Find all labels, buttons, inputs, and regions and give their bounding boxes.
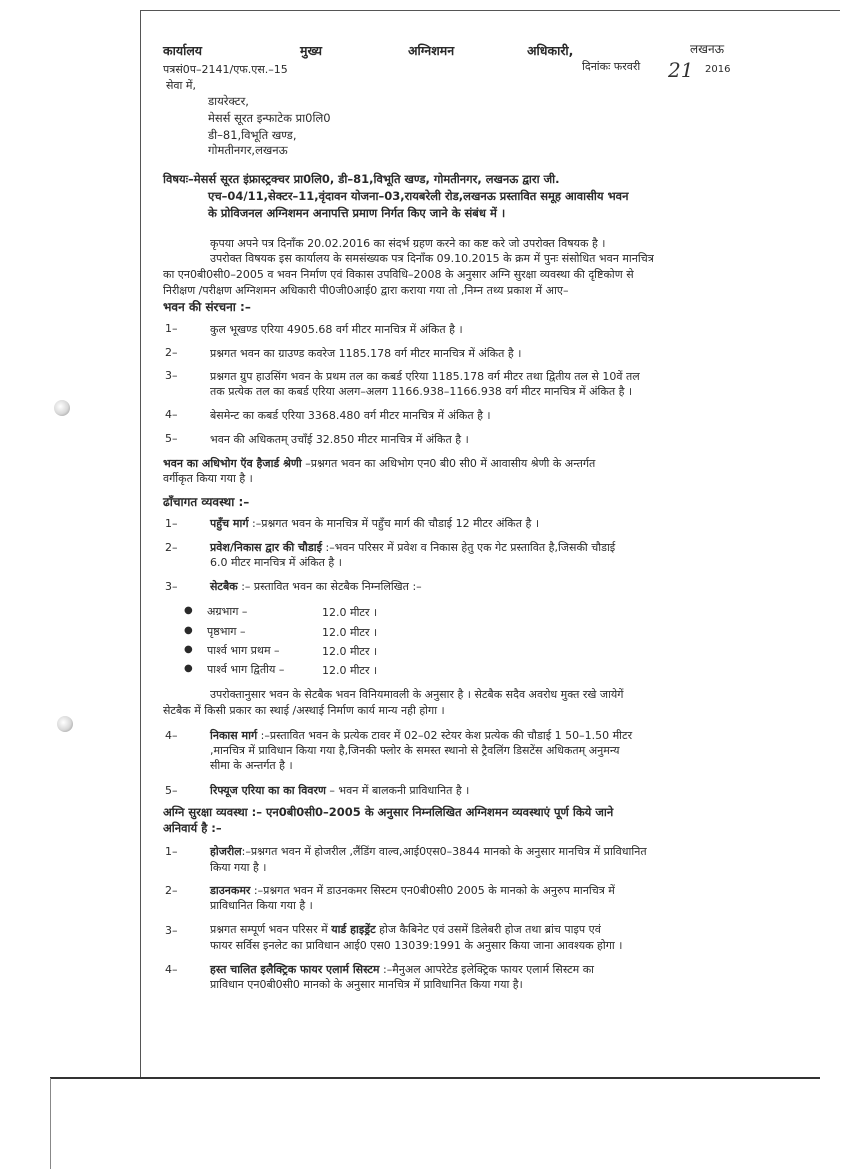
- downcomer-line: [210, 883, 615, 898]
- intro-line: उपरोक्त विषयक इस कार्यालय के समसंख्यक पत्र दिनाँक 09.10.2015 के क्रम में पुनः संसोधित भवन मानचित्र: [210, 252, 654, 265]
- refuge-area-line: [210, 783, 469, 798]
- structure-item-text: भवन की अधिकतम् उचाँई 32.850 मीटर मानचित्र में अंकित है ।: [210, 433, 469, 446]
- item-number: 2–: [165, 541, 178, 554]
- gate-width-line-2: 6.0 मीटर मानचित्र में अंकित है ।: [210, 556, 342, 569]
- hose-reel-line: [210, 844, 647, 859]
- setback-note: उपरोक्तानुसार भवन के सेटबैक भवन विनियमावली के अनुसार है । सेटबैक सदैव अवरोध मुक्त रखे जायेगें: [210, 688, 624, 701]
- address-line: मेसर्स सूरत इन्फाटेक प्रा0लि0: [208, 111, 331, 125]
- bullet-icon: ●: [184, 663, 193, 674]
- hose-reel-text: :–प्रश्नगत भवन में होजरील ,लैंडिंग वाल्व,आई0एस0–3844 मानको के अनुसार मानचित्र में प्राविधानित: [241, 845, 647, 858]
- item-number: 2–: [165, 346, 178, 359]
- refuge-area-text: – भवन में बालकनी प्राविधानित है ।: [325, 784, 470, 797]
- exit-route-label: निकास मार्ग: [210, 729, 258, 742]
- setback-label: अग्रभाग –: [207, 605, 248, 618]
- item-number: 1–: [165, 845, 178, 858]
- reference-number: पत्रसं0प–2141/एफ.एस.–15: [163, 63, 288, 76]
- setback-note: सेटबैक में किसी प्रकार का स्थाई /अस्थाई निर्माण कार्य मान्य नही होगा ।: [163, 704, 445, 717]
- date-day-handwritten: 21: [668, 58, 694, 82]
- item-number: 4–: [165, 729, 178, 742]
- bullet-icon: ●: [184, 605, 193, 616]
- occupancy-text: –प्रश्नगत भवन का अधिभोग एन0 बी0 सी0 में आवासीय श्रेणी के अन्तर्गत: [301, 457, 596, 470]
- subject-line: के प्रोविजनल अग्निशमन अनापत्ति प्रमाण निर्गत किए जाने के संबंध में ।: [208, 206, 506, 220]
- item-number: 3–: [165, 580, 178, 593]
- item-number: 1–: [165, 322, 178, 335]
- setback-label: पृष्ठभाग –: [207, 625, 246, 638]
- scan-edge-left-lower: [50, 1078, 51, 1169]
- fire-alarm-line: [210, 962, 594, 977]
- fire-alarm-text: :–मैनुअल आपरेटेड इलेक्ट्रिक फायर एलार्म सिस्टम का: [379, 963, 595, 976]
- intro-line: निरीक्षण /परीक्षण अग्निशमन अधिकारी पी0जी0आई0 द्वारा कराया गया तो ,निम्न तथ्य प्रकाश में आए–: [163, 284, 569, 297]
- occupancy-label: भवन का अधिभोग ऍव हैजार्ड श्रेणी: [163, 457, 302, 470]
- structure-item-text: कुल भूखण्ड एरिया 4905.68 वर्ग मीटर मानचित्र में अंकित है ।: [210, 323, 463, 336]
- gate-width-line: [210, 540, 615, 555]
- yard-hydrant-line: [210, 922, 601, 937]
- occupancy-line: [163, 456, 595, 471]
- hose-reel-label: होजरील: [210, 845, 242, 858]
- structure-item-text: बेसमेन्ट का कबर्ड एरिया 3368.480 वर्ग मीटर मानचित्र में अंकित है ।: [210, 409, 491, 422]
- occupancy-line-2: वर्गीकृत किया गया है ।: [163, 472, 253, 485]
- punch-hole-top: [54, 400, 70, 416]
- yard-hydrant-line-2: फायर सर्विस इनलेट का प्राविधान आई0 एस0 13039:1991 के अनुसार किया जाना आवश्यक होगा ।: [210, 939, 623, 952]
- intro-line: कृपया अपने पत्र दिनाँक 20.02.2016 का संदर्भ ग्रहण करने का कष्ट करे जो उपरोक्त विषयक है ।: [210, 237, 606, 250]
- setback-text: :– प्रस्तावित भवन का सेटबैक निम्नलिखित :–: [237, 580, 422, 593]
- fire-safety-heading-2: अनिवार्य है :–: [163, 821, 222, 835]
- item-number: 4–: [165, 408, 178, 421]
- yard-hydrant-label: यार्ड हाइड्रेंट: [331, 923, 376, 936]
- access-road-line: [210, 516, 539, 531]
- item-number: 2–: [165, 884, 178, 897]
- fire-safety-heading: अग्नि सुरक्षा व्यवस्था :– एन0बी0सी0–2005 के अनुसार निम्नलिखित अग्निशमन व्यवस्थाएं पूर्ण किये जाने: [163, 805, 614, 819]
- address-line: गोमतीनगर,लखनऊ: [208, 143, 288, 157]
- downcomer-line-2: प्राविधानित किया गया है ।: [210, 899, 313, 912]
- refuge-area-label: रिफ्यूज एरिया का का विवरण: [210, 784, 326, 797]
- yard-hydrant-text: होज कैबिनेट एवं उसमें डिलेबरी होज तथा ब्रांच पाइप एवं: [375, 923, 601, 936]
- downcomer-label: डाउनकमर: [210, 884, 251, 897]
- hose-reel-line-2: किया गया है ।: [210, 861, 267, 874]
- setback-value: 12.0 मीटर ।: [322, 664, 378, 677]
- structure-heading: भवन की संरचना :–: [163, 300, 251, 314]
- setback-label: पार्श्व भाग द्वितीय –: [207, 663, 285, 676]
- access-road-text: :–प्रश्नगत भवन के मानचित्र में पहुँच मार्ग की चौडाई 12 मीटर अंकित है ।: [248, 517, 540, 530]
- structure-item-text: प्रश्नगत ग्रुप हाउसिंग भवन के प्रथम तल का कबर्ड एरिया 1185.178 वर्ग मीटर तथा द्वितीय तल से 10वें तल: [210, 370, 640, 383]
- salutation-seva: सेवा में,: [166, 79, 196, 92]
- scan-edge-left: [140, 10, 141, 1078]
- infra-heading: ढाँचागत व्यवस्था :–: [163, 495, 250, 509]
- officer-word: अधिकारी,: [527, 43, 574, 58]
- chief-word: मुख्य: [300, 43, 323, 58]
- bullet-icon: ●: [184, 644, 193, 655]
- office-word: कार्यालय: [163, 43, 203, 58]
- date-label: दिनांकः फरवरी: [582, 60, 641, 73]
- structure-item-text: प्रश्नगत भवन का ग्राउण्ड कवरेज 1185.178 वर्ग मीटर मानचित्र में अंकित है ।: [210, 347, 522, 360]
- scan-edge-bottom: [50, 1077, 820, 1079]
- subject-line: एच–04/11,सेक्टर–11,वृंदावन योजना–03,रायबरेली रोड,लखनऊ प्रस्तावित समूह आवासीय भवन: [208, 189, 629, 203]
- setback-label: सेटबैक: [210, 580, 238, 593]
- punch-hole-bottom: [57, 716, 73, 732]
- setback-value: 12.0 मीटर ।: [322, 645, 378, 658]
- address-line: डायरेक्टर,: [208, 94, 249, 108]
- city-name: लखनऊ: [690, 42, 725, 56]
- item-number: 3–: [165, 924, 178, 937]
- setback-label: पार्श्व भाग प्रथम –: [207, 644, 280, 657]
- exit-route-line-2: ,मानचित्र में प्राविधान किया गया है,जिनकी फ्लोर के समस्त स्थानो से ट्रैवलिंग डिसटेंस अधिकतम् अनुमन्य: [210, 744, 620, 757]
- structure-item-text: तक प्रत्येक तल का कबर्ड एरिया अलग–अलग 1166.938–1166.938 वर्ग मीटर मानचित्र में अंकित है ।: [210, 385, 633, 398]
- item-number: 1–: [165, 517, 178, 530]
- fire-alarm-label: हस्त चालित इलैक्ट्रिक फायर एलार्म सिस्टम: [210, 963, 380, 976]
- fire-alarm-line-2: प्राविधान एन0बी0सी0 मानको के अनुसार मानचित्र में प्राविधानित किया गया है।: [210, 978, 523, 991]
- address-line: डी–81,विभूति खण्ड,: [208, 128, 297, 142]
- gate-width-text: :–भवन परिसर में प्रवेश व निकास हेतु एक गेट प्रस्तावित है,जिसकी चौडाई: [322, 541, 616, 554]
- date-year: 2016: [705, 64, 731, 75]
- intro-line: का एन0बी0सी0–2005 व भवन निर्माण एवं विकास उपविधि–2008 के अनुसार अग्नि सुरक्षा व्यवस्था की दृष्टिकोण से: [163, 268, 634, 281]
- exit-route-line-3: सीमा के अन्तर्गत है ।: [210, 759, 293, 772]
- item-number: 5–: [165, 432, 178, 445]
- item-number: 4–: [165, 963, 178, 976]
- setback-value: 12.0 मीटर ।: [322, 606, 378, 619]
- subject-line: विषयः–मेसर्स सूरत इंफ्रास्ट्रक्चर प्रा0लि0, डी–81,विभूति खण्ड, गोमतीनगर, लखनऊ द्वारा जी.: [163, 172, 560, 186]
- item-number: 3–: [165, 369, 178, 382]
- setback-value: 12.0 मीटर ।: [322, 626, 378, 639]
- item-number: 5–: [165, 784, 178, 797]
- downcomer-text: :–प्रश्नगत भवन में डाउनकमर सिस्टम एन0बी0सी0 2005 के मानको के अनुरुप मानचित्र में: [250, 884, 615, 897]
- setback-line: [210, 579, 422, 594]
- bullet-icon: ●: [184, 625, 193, 636]
- yard-hydrant-prefix: प्रश्नगत सम्पूर्ण भवन परिसर में: [210, 923, 332, 936]
- exit-route-text: :–प्रस्तावित भवन के प्रत्येक टावर में 02–02 स्टेयर केश प्रत्येक की चौडाई 1 50–1.50 मीटर: [257, 729, 633, 742]
- access-road-label: पहुँच मार्ग: [210, 517, 249, 530]
- fire-word: अग्निशमन: [408, 43, 455, 58]
- scan-edge-top: [140, 10, 840, 11]
- gate-width-label: प्रवेश/निकास द्वार की चौडाई: [210, 541, 322, 554]
- exit-route-line: [210, 728, 632, 743]
